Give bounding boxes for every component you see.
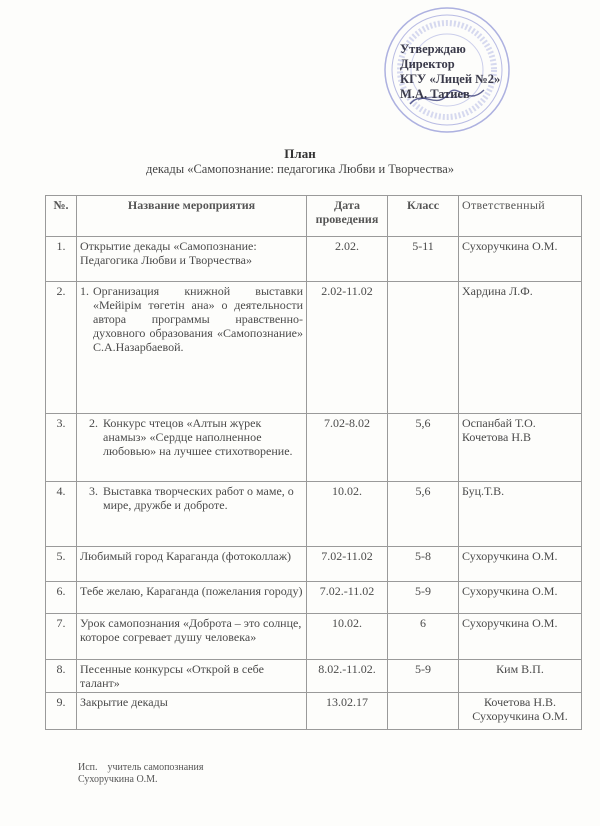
approval-line: М.А. Татиев — [400, 87, 470, 101]
cell-class: 5-9 — [388, 582, 459, 614]
list-marker: 1. — [80, 284, 89, 298]
cell-num: 1. — [46, 237, 77, 282]
cell-date: 2.02. — [307, 237, 388, 282]
cell-responsible: Сухоручкина О.М. — [459, 237, 582, 282]
approval-line: Утверждаю — [400, 42, 466, 56]
responsible-person: Кочетова Н.В — [462, 430, 532, 444]
cell-num: 2. — [46, 282, 77, 414]
cell-num: 4. — [46, 482, 77, 547]
footer-line: Сухоручкина О.М. — [78, 774, 158, 785]
approval-block — [400, 42, 500, 102]
table-row — [46, 547, 582, 582]
responsible-person: Оспанбай Т.О. — [462, 416, 536, 430]
table-row — [46, 237, 582, 282]
cell-name: Открытие декады «Самопознание: Педагогика Любви и Творчества» — [77, 237, 307, 282]
cell-name-text: Конкурс чтецов «Алтын жүрек анамыз» «Сердце наполненное любовью» на лучшее стихотворение. — [103, 416, 293, 458]
cell-date: 8.02.-11.02. — [307, 660, 388, 693]
events-table — [45, 195, 582, 730]
table-row — [46, 282, 582, 414]
cell-date: 7.02-11.02 — [307, 547, 388, 582]
cell-responsible: Сухоручкина О.М. — [459, 614, 582, 660]
cell-responsible: Сухоручкина О.М. — [459, 582, 582, 614]
table-row — [46, 693, 582, 730]
cell-class — [388, 693, 459, 730]
cell-date: 7.02-8.02 — [307, 414, 388, 482]
cell-name-text: Выставка творческих работ о маме, о мире, дружбе и доброте. — [103, 484, 294, 512]
cell-class — [388, 282, 459, 414]
cell-num: 7. — [46, 614, 77, 660]
footer-line: Исп. учитель самопознания — [78, 762, 204, 773]
table-row — [46, 482, 582, 547]
header-class: Класс — [388, 196, 459, 237]
header-responsible: Ответственный — [459, 196, 582, 237]
cell-name: Урок самопознания «Доброта – это солнце, которое согревает душу человека» — [77, 614, 307, 660]
cell-name: Любимый город Караганда (фотоколлаж) — [77, 547, 307, 582]
cell-name — [77, 414, 307, 482]
document-subtitle: декады «Самопознание: педагогика Любви и Творчества» — [146, 162, 454, 176]
list-marker: 2. — [89, 416, 98, 430]
table-header-row — [46, 196, 582, 237]
cell-name — [77, 482, 307, 547]
cell-num: 3. — [46, 414, 77, 482]
cell-date: 10.02. — [307, 482, 388, 547]
list-marker: 3. — [89, 484, 98, 498]
header-date: Дата проведения — [307, 196, 388, 237]
cell-responsible: Ким В.П. — [459, 660, 582, 693]
cell-name — [77, 282, 307, 414]
cell-name: Закрытие декады — [77, 693, 307, 730]
header-num: №. — [46, 196, 77, 237]
cell-responsible — [459, 414, 582, 482]
cell-name-text: Организация книжной выставки «Мейірім төгетін ана» о деятельности автора программы нравственно-духовного образования «Самопознание» С.А.Назарбаевой. — [93, 284, 303, 354]
cell-date: 10.02. — [307, 614, 388, 660]
table-row — [46, 660, 582, 693]
cell-class: 5-9 — [388, 660, 459, 693]
table-row — [46, 414, 582, 482]
cell-responsible — [459, 693, 582, 730]
cell-class: 5-11 — [388, 237, 459, 282]
cell-name: Тебе желаю, Караганда (пожелания городу) — [77, 582, 307, 614]
cell-num: 5. — [46, 547, 77, 582]
cell-date: 2.02-11.02 — [307, 282, 388, 414]
table-row — [46, 582, 582, 614]
cell-class: 5,6 — [388, 482, 459, 547]
cell-num: 8. — [46, 660, 77, 693]
responsible-person: Сухоручкина О.М. — [472, 709, 568, 723]
cell-responsible: Сухоручкина О.М. — [459, 547, 582, 582]
cell-class: 5,6 — [388, 414, 459, 482]
cell-date: 13.02.17 — [307, 693, 388, 730]
table-row — [46, 614, 582, 660]
approval-line: Директор — [400, 57, 455, 71]
cell-responsible: Хардина Л.Ф. — [459, 282, 582, 414]
cell-responsible: Буц.Т.В. — [459, 482, 582, 547]
cell-num: 9. — [46, 693, 77, 730]
header-name: Название мероприятия — [77, 196, 307, 237]
cell-class: 6 — [388, 614, 459, 660]
cell-class: 5-8 — [388, 547, 459, 582]
approval-line: КГУ «Лицей №2» — [400, 72, 501, 86]
footer-executor — [78, 762, 203, 786]
cell-name: Песенные конкурсы «Открой в себе талант» — [77, 660, 307, 693]
cell-date: 7.02.-11.02 — [307, 582, 388, 614]
document-title: План — [284, 146, 316, 161]
cell-num: 6. — [46, 582, 77, 614]
responsible-person: Кочетова Н.В. — [483, 695, 557, 709]
